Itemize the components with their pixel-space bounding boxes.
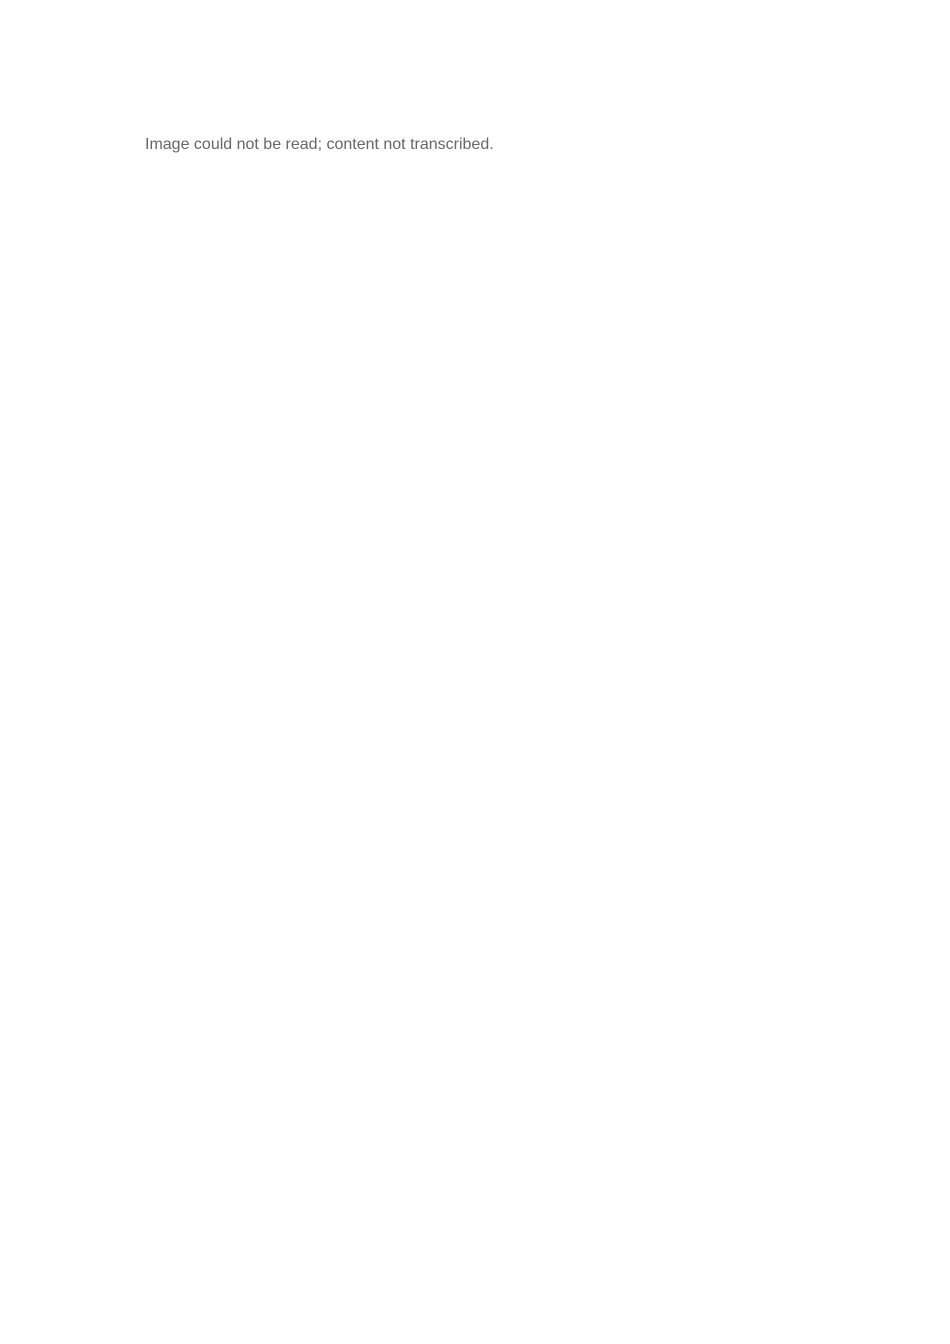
load-error-notice: Image could not be read; content not transcribed. [145,136,494,153]
